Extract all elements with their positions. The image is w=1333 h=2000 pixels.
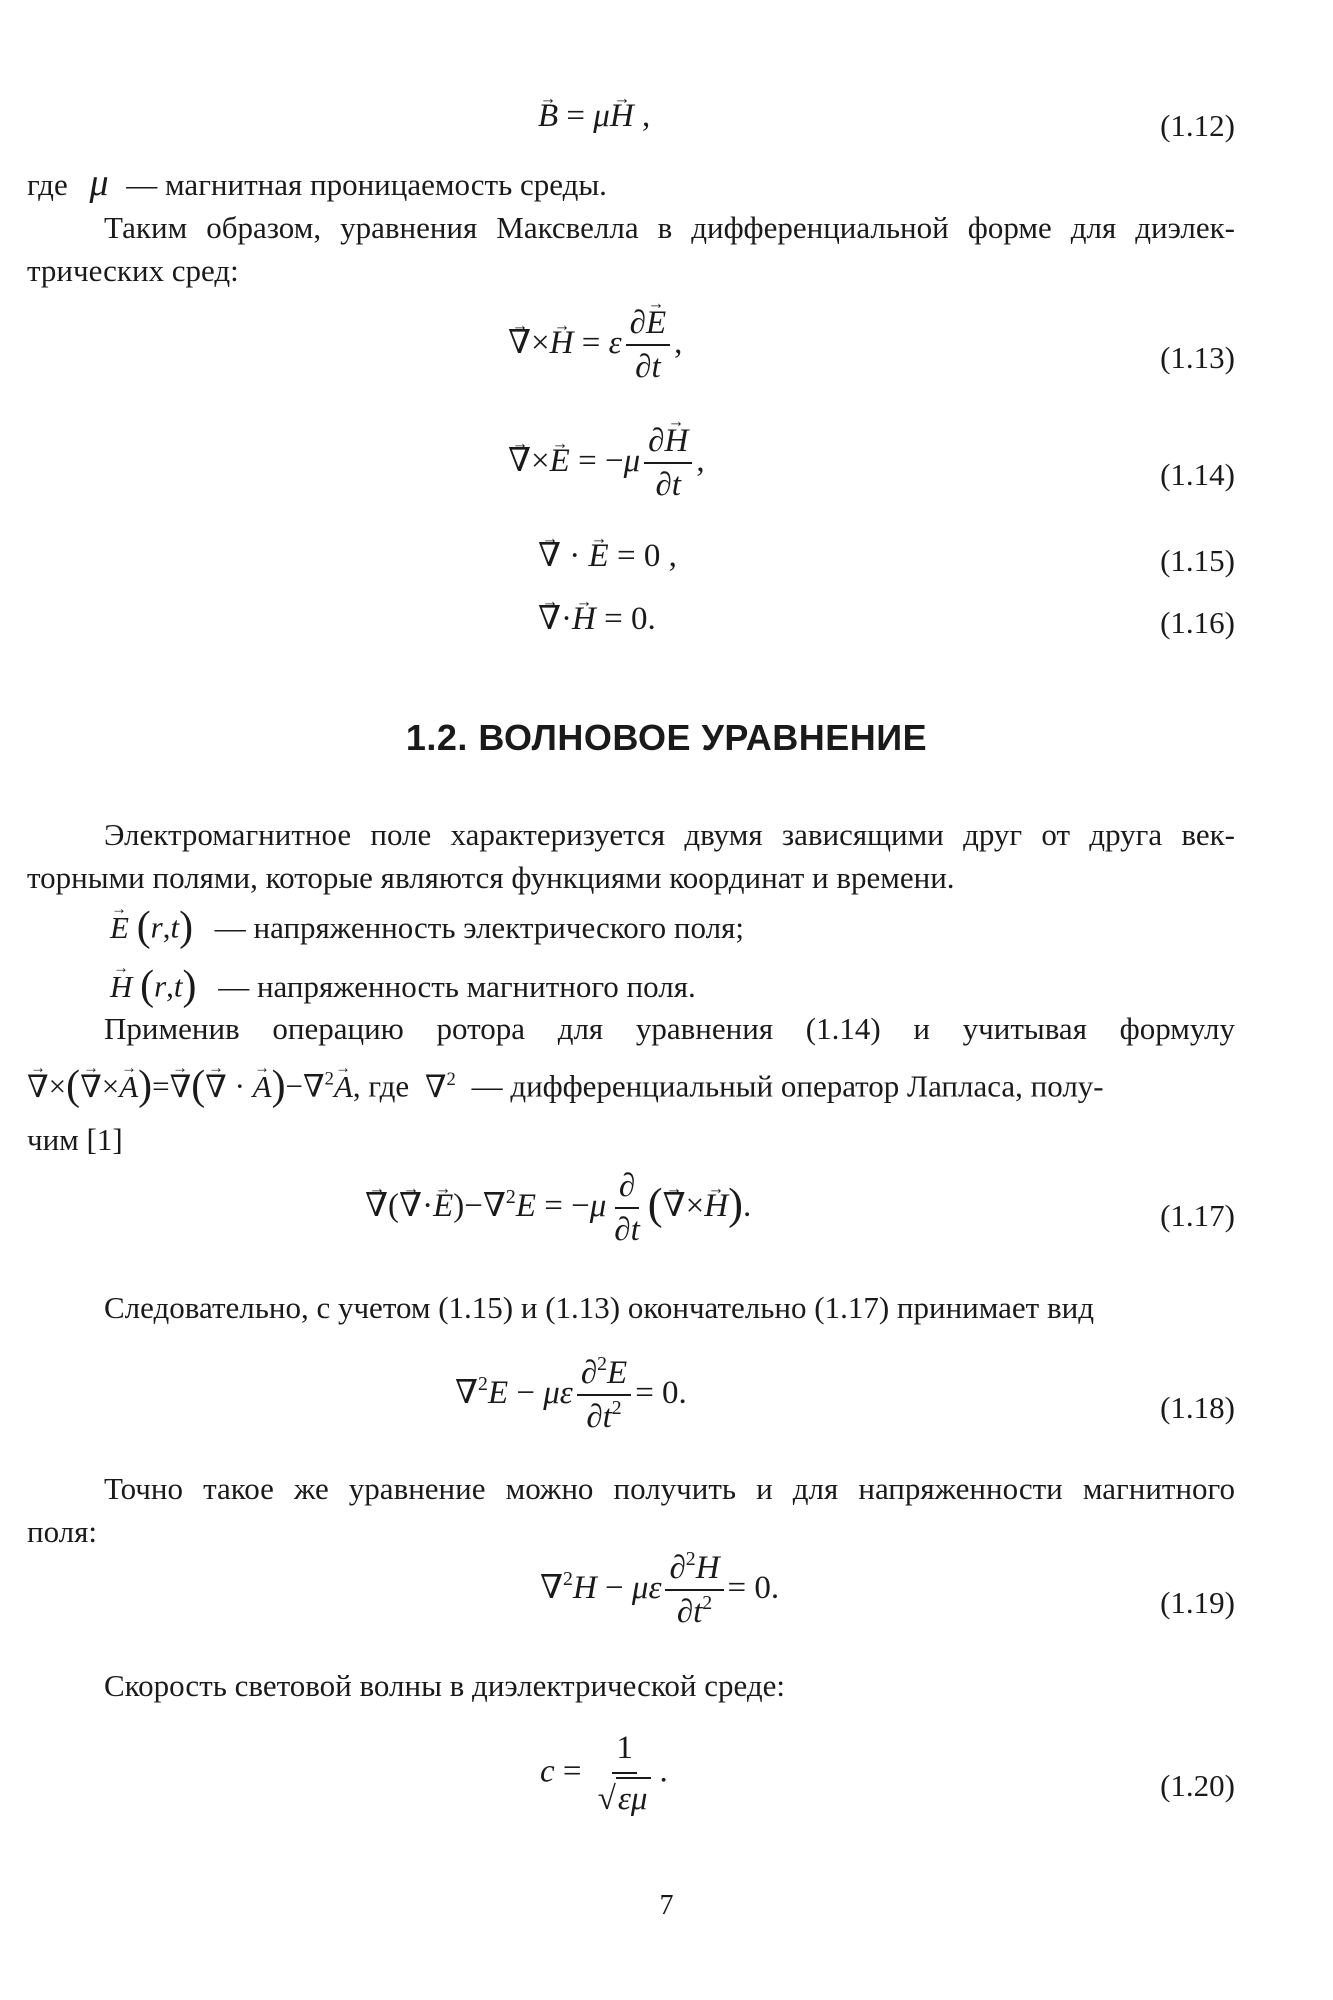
equation-number: (1.16) — [1160, 605, 1235, 640]
text-span: , где — [352, 1068, 410, 1104]
equation-1-19: ∇$^2$H − με $\frac{\partial^2H}{\partial t^2}$ = 0. — [540, 1548, 780, 1631]
e-field-definition: → E (r,t) — напряженность электрического поля; — [110, 903, 744, 951]
equation-1-13: → ∇×→ H = ε $\frac{\partial\to E}{\partial t}$ , — [508, 305, 682, 386]
equation-number: (1.13) — [1160, 340, 1235, 375]
equation-1-18: ∇$^2$E − με $\frac{\partial^2E}{\partial t^2}$ = 0. — [455, 1353, 687, 1436]
paragraph-line: Следовательно, с учетом (1.15) и (1.13) окончательно (1.17) принимает вид — [104, 1290, 1094, 1325]
equation-1-12: → B = μ→ H , — [538, 100, 650, 133]
equation-number: (1.14) — [1160, 457, 1235, 492]
paragraph-line: Применив операцию ротора для уравнения (1.14) и учитывая формулу — [104, 1011, 1235, 1046]
equation-1-15: → ∇ · → E = 0 , — [538, 540, 677, 573]
equation-number: (1.15) — [1160, 543, 1235, 578]
paragraph-line-with-formula: → ∇×(→ ∇×→ A)=→ ∇(→ ∇ · → A)−∇$^2$→ A, где ∇$^2$ — дифференциальный оператор Лапласа, полу- — [27, 1062, 1104, 1110]
equation-number: (1.18) — [1160, 1390, 1235, 1425]
equation-number: (1.12) — [1160, 108, 1235, 143]
text-span: — дифференциальный оператор Лапласа, полу- — [471, 1068, 1104, 1104]
page-number: 7 — [659, 1890, 674, 1921]
text-span: где — [27, 167, 68, 202]
mu-definition: где μ — магнитная проницаемость среды. — [27, 162, 607, 204]
paragraph-line: поля: — [27, 1514, 98, 1549]
equation-1-16: → ∇·→ H = 0. — [538, 603, 656, 636]
paragraph-line: Таким образом, уравнения Максвелла в дифференциальной форме для диэлек- — [104, 210, 1235, 245]
text-span: — магнитная проницаемость среды. — [126, 167, 607, 202]
paragraph-line: Электромагнитное поле характеризуется двумя зависящими друг от друга век- — [104, 817, 1235, 852]
equation-1-17: → ∇(→ ∇·→ E)−∇$^2$E = −μ $\frac{\partial}{\partial t}$ (→ ∇×→ H). — [365, 1168, 751, 1249]
text-span: — напряженность электрического поля; — [214, 909, 744, 945]
paragraph-line: торными полями, которые являются функциями координат и времени. — [27, 860, 955, 895]
equation-number: (1.20) — [1160, 1768, 1235, 1803]
section-heading: 1.2. ВОЛНОВОЕ УРАВНЕНИЕ — [405, 717, 928, 758]
paragraph-line: чим [1] — [27, 1122, 123, 1157]
paragraph-line: трических сред: — [27, 253, 239, 288]
paragraph-line: Точно такое же уравнение можно получить и для напряженности магнитного — [104, 1471, 1235, 1506]
equation-1-14: → ∇×→ E = −μ $\frac{\partial\to H}{\partial t}$ , — [508, 423, 705, 504]
equation-number: (1.17) — [1160, 1198, 1235, 1233]
equation-1-20: c = $\frac{1}{√\varepsilon\mu}$ . — [540, 1730, 668, 1818]
equation-number: (1.19) — [1160, 1585, 1235, 1620]
paragraph-line: Скорость световой волны в диэлектрической среде: — [104, 1668, 786, 1703]
text-span: — напряженность магнитного поля. — [218, 968, 696, 1004]
h-field-definition: → H (r,t) — напряженность магнитного поля. — [110, 962, 696, 1010]
